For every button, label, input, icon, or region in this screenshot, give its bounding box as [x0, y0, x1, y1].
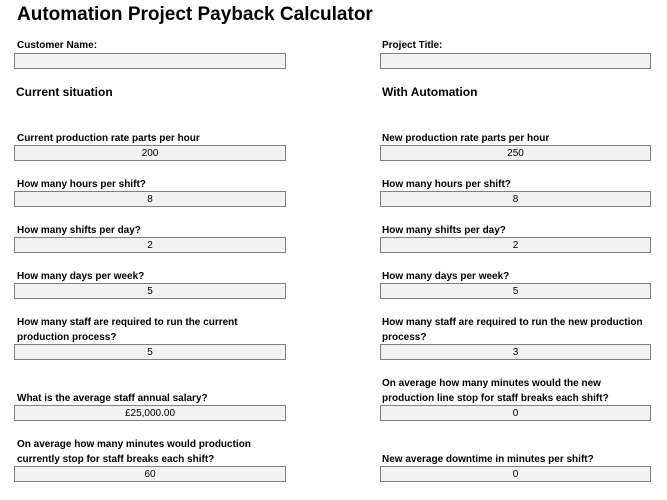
new-downtime-label: New average downtime in minutes per shift?	[382, 454, 594, 465]
current-days-input[interactable]	[14, 283, 286, 299]
new-days-label: How many days per week?	[382, 271, 510, 282]
current-salary-input[interactable]	[14, 405, 286, 421]
new-hours-label: How many hours per shift?	[382, 179, 511, 190]
current-rate-input[interactable]	[14, 145, 286, 161]
current-shifts-input[interactable]	[14, 237, 286, 253]
current-shifts-label: How many shifts per day?	[17, 225, 141, 236]
current-salary-label: What is the average staff annual salary?	[17, 393, 208, 404]
new-downtime-input[interactable]	[380, 466, 651, 482]
new-breaks-input[interactable]	[380, 405, 651, 421]
with-automation-heading: With Automation	[382, 85, 478, 99]
current-situation-heading: Current situation	[16, 85, 113, 99]
customer-name-label: Customer Name:	[17, 40, 98, 51]
project-title-label: Project Title:	[382, 40, 443, 51]
new-staff-input[interactable]	[380, 344, 651, 360]
current-hours-input[interactable]	[14, 191, 286, 207]
new-breaks-label: On average how many minutes would the new production line stop for staff breaks each shift?	[382, 378, 609, 404]
current-rate-label: Current production rate parts per hour	[17, 133, 200, 144]
new-shifts-label: How many shifts per day?	[382, 225, 506, 236]
page-title: Automation Project Payback Calculator	[17, 4, 373, 25]
current-days-label: How many days per week?	[17, 271, 145, 282]
customer-name-input[interactable]	[14, 53, 286, 69]
current-staff-input[interactable]	[14, 344, 286, 360]
new-hours-input[interactable]	[380, 191, 651, 207]
current-breaks-input[interactable]	[14, 466, 286, 482]
new-rate-input[interactable]	[380, 145, 651, 161]
current-breaks-label: On average how many minutes would production currently stop for staff breaks each shift?	[17, 439, 251, 465]
new-days-input[interactable]	[380, 283, 651, 299]
new-staff-label: How many staff are required to run the new production process?	[382, 317, 643, 343]
current-hours-label: How many hours per shift?	[17, 179, 146, 190]
new-shifts-input[interactable]	[380, 237, 651, 253]
project-title-input[interactable]	[380, 53, 651, 69]
current-staff-label: How many staff are required to run the current production process?	[17, 317, 238, 343]
new-rate-label: New production rate parts per hour	[382, 133, 550, 144]
